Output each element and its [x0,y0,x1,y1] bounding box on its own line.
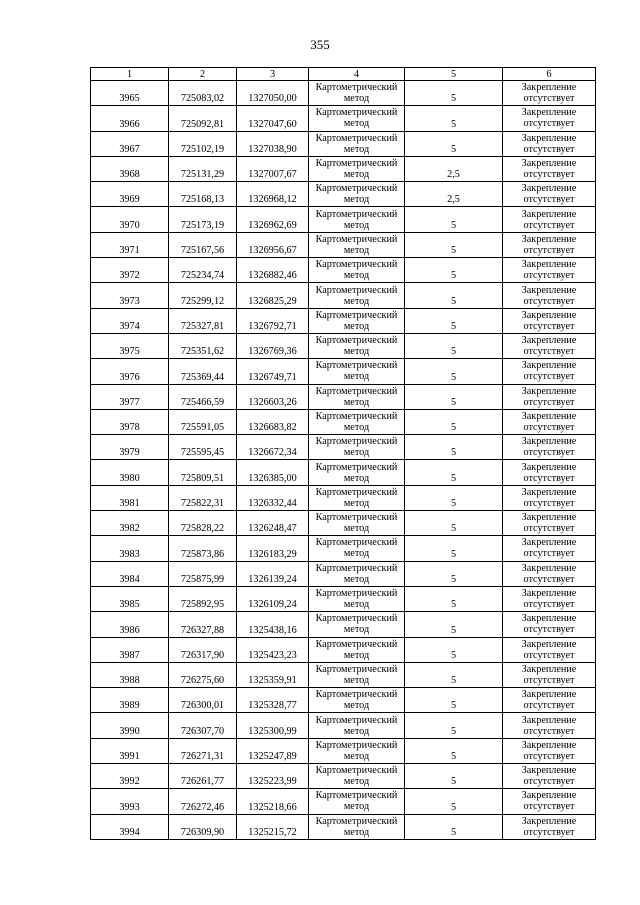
fixing-cell: Закрепление отсутствует [503,586,596,611]
point-number-cell: 3969 [91,182,169,207]
method-cell: Картометрический метод [309,586,405,611]
header-row [91,68,596,81]
method-cell: Картометрический метод [309,308,405,333]
table-row [91,156,596,181]
fixing-cell: Закрепление отсутствует [503,713,596,738]
accuracy-cell: 2,5 [405,156,503,181]
fixing-cell: Закрепление отсутствует [503,207,596,232]
x-coordinate-cell: 725083,02 [169,81,237,106]
x-coordinate-cell: 725167,56 [169,232,237,257]
table-row [91,207,596,232]
fixing-cell: Закрепление отсутствует [503,511,596,536]
accuracy-cell: 5 [405,688,503,713]
point-number-cell: 3984 [91,561,169,586]
x-coordinate-cell: 725873,86 [169,536,237,561]
coordinates-table [90,67,596,840]
table-row [91,460,596,485]
method-cell: Картометрический метод [309,764,405,789]
method-cell: Картометрический метод [309,637,405,662]
y-coordinate-cell: 1325223,99 [237,764,309,789]
method-cell: Картометрический метод [309,713,405,738]
accuracy-cell: 5 [405,561,503,586]
accuracy-cell: 5 [405,283,503,308]
column-header-1: 1 [91,68,169,81]
point-number-cell: 3987 [91,637,169,662]
fixing-cell: Закрепление отсутствует [503,283,596,308]
table-row [91,713,596,738]
method-cell: Картометрический метод [309,460,405,485]
y-coordinate-cell: 1325247,89 [237,738,309,763]
fixing-cell: Закрепление отсутствует [503,384,596,409]
fixing-cell: Закрепление отсутствует [503,232,596,257]
fixing-cell: Закрепление отсутствует [503,156,596,181]
y-coordinate-cell: 1326956,67 [237,232,309,257]
point-number-cell: 3992 [91,764,169,789]
y-coordinate-cell: 1325423,23 [237,637,309,662]
column-header-2: 2 [169,68,237,81]
point-number-cell: 3980 [91,460,169,485]
table-row [91,359,596,384]
point-number-cell: 3975 [91,333,169,358]
fixing-cell: Закрепление отсутствует [503,106,596,131]
fixing-cell: Закрепление отсутствует [503,182,596,207]
accuracy-cell: 5 [405,232,503,257]
y-coordinate-cell: 1327050,00 [237,81,309,106]
method-cell: Картометрический метод [309,81,405,106]
y-coordinate-cell: 1325438,16 [237,612,309,637]
method-cell: Картометрический метод [309,612,405,637]
x-coordinate-cell: 726275,60 [169,662,237,687]
fixing-cell: Закрепление отсутствует [503,637,596,662]
accuracy-cell: 5 [405,258,503,283]
point-number-cell: 3985 [91,586,169,611]
y-coordinate-cell: 1325215,72 [237,814,309,839]
method-cell: Картометрический метод [309,511,405,536]
y-coordinate-cell: 1327047,60 [237,106,309,131]
accuracy-cell: 5 [405,384,503,409]
table-row [91,384,596,409]
y-coordinate-cell: 1327007,67 [237,156,309,181]
x-coordinate-cell: 725299,12 [169,283,237,308]
fixing-cell: Закрепление отсутствует [503,764,596,789]
fixing-cell: Закрепление отсутствует [503,81,596,106]
method-cell: Картометрический метод [309,738,405,763]
x-coordinate-cell: 726327,88 [169,612,237,637]
x-coordinate-cell: 725466,59 [169,384,237,409]
x-coordinate-cell: 725351,62 [169,333,237,358]
method-cell: Картометрический метод [309,207,405,232]
method-cell: Картометрический метод [309,283,405,308]
column-header-4: 4 [309,68,405,81]
x-coordinate-cell: 725327,81 [169,308,237,333]
x-coordinate-cell: 725822,31 [169,485,237,510]
point-number-cell: 3989 [91,688,169,713]
accuracy-cell: 5 [405,106,503,131]
y-coordinate-cell: 1326749,71 [237,359,309,384]
accuracy-cell: 5 [405,662,503,687]
x-coordinate-cell: 725234,74 [169,258,237,283]
y-coordinate-cell: 1326139,24 [237,561,309,586]
point-number-cell: 3967 [91,131,169,156]
x-coordinate-cell: 725828,22 [169,511,237,536]
accuracy-cell: 5 [405,409,503,434]
fixing-cell: Закрепление отсутствует [503,688,596,713]
y-coordinate-cell: 1325218,66 [237,789,309,814]
table-row [91,283,596,308]
x-coordinate-cell: 725369,44 [169,359,237,384]
fixing-cell: Закрепление отсутствует [503,409,596,434]
method-cell: Картометрический метод [309,156,405,181]
point-number-cell: 3977 [91,384,169,409]
fixing-cell: Закрепление отсутствует [503,561,596,586]
accuracy-cell: 5 [405,511,503,536]
accuracy-cell: 5 [405,333,503,358]
method-cell: Картометрический метод [309,435,405,460]
method-cell: Картометрический метод [309,258,405,283]
accuracy-cell: 5 [405,207,503,232]
method-cell: Картометрический метод [309,789,405,814]
table-header [91,68,596,81]
accuracy-cell: 5 [405,435,503,460]
x-coordinate-cell: 725102,19 [169,131,237,156]
point-number-cell: 3970 [91,207,169,232]
y-coordinate-cell: 1326672,34 [237,435,309,460]
table-row [91,814,596,839]
table-row [91,258,596,283]
table-row [91,738,596,763]
x-coordinate-cell: 725809,51 [169,460,237,485]
method-cell: Картометрический метод [309,688,405,713]
point-number-cell: 3978 [91,409,169,434]
table-row [91,637,596,662]
table-row [91,106,596,131]
fixing-cell: Закрепление отсутствует [503,359,596,384]
method-cell: Картометрический метод [309,232,405,257]
point-number-cell: 3968 [91,156,169,181]
point-number-cell: 3972 [91,258,169,283]
method-cell: Картометрический метод [309,814,405,839]
y-coordinate-cell: 1325328,77 [237,688,309,713]
y-coordinate-cell: 1326882,46 [237,258,309,283]
column-header-5: 5 [405,68,503,81]
x-coordinate-cell: 725168,13 [169,182,237,207]
point-number-cell: 3965 [91,81,169,106]
table-row [91,308,596,333]
column-header-3: 3 [237,68,309,81]
method-cell: Картометрический метод [309,485,405,510]
table-row [91,586,596,611]
accuracy-cell: 5 [405,308,503,333]
table-row [91,561,596,586]
table-row [91,536,596,561]
x-coordinate-cell: 726261,77 [169,764,237,789]
fixing-cell: Закрепление отсутствует [503,435,596,460]
table-row [91,764,596,789]
accuracy-cell: 5 [405,131,503,156]
method-cell: Картометрический метод [309,106,405,131]
accuracy-cell: 5 [405,713,503,738]
accuracy-cell: 5 [405,81,503,106]
point-number-cell: 3983 [91,536,169,561]
y-coordinate-cell: 1326183,29 [237,536,309,561]
method-cell: Картометрический метод [309,409,405,434]
x-coordinate-cell: 725092,81 [169,106,237,131]
accuracy-cell: 5 [405,460,503,485]
y-coordinate-cell: 1325359,91 [237,662,309,687]
table-row [91,435,596,460]
fixing-cell: Закрепление отсутствует [503,131,596,156]
fixing-cell: Закрепление отсутствует [503,485,596,510]
table-row [91,409,596,434]
method-cell: Картометрический метод [309,131,405,156]
accuracy-cell: 5 [405,612,503,637]
method-cell: Картометрический метод [309,182,405,207]
table-row [91,789,596,814]
fixing-cell: Закрепление отсутствует [503,308,596,333]
y-coordinate-cell: 1326825,29 [237,283,309,308]
y-coordinate-cell: 1325300,99 [237,713,309,738]
table-row [91,485,596,510]
fixing-cell: Закрепление отсутствует [503,814,596,839]
accuracy-cell: 5 [405,637,503,662]
y-coordinate-cell: 1326603,26 [237,384,309,409]
x-coordinate-cell: 725595,45 [169,435,237,460]
x-coordinate-cell: 726300,01 [169,688,237,713]
x-coordinate-cell: 725892,95 [169,586,237,611]
fixing-cell: Закрепление отсутствует [503,789,596,814]
accuracy-cell: 5 [405,738,503,763]
point-number-cell: 3991 [91,738,169,763]
table-row [91,232,596,257]
table-row [91,688,596,713]
fixing-cell: Закрепление отсутствует [503,460,596,485]
point-number-cell: 3994 [91,814,169,839]
y-coordinate-cell: 1326385,00 [237,460,309,485]
fixing-cell: Закрепление отсутствует [503,612,596,637]
point-number-cell: 3988 [91,662,169,687]
x-coordinate-cell: 726309,90 [169,814,237,839]
fixing-cell: Закрепление отсутствует [503,536,596,561]
y-coordinate-cell: 1326968,12 [237,182,309,207]
table-row [91,511,596,536]
table-row [91,333,596,358]
accuracy-cell: 5 [405,764,503,789]
method-cell: Картометрический метод [309,333,405,358]
accuracy-cell: 5 [405,789,503,814]
x-coordinate-cell: 726272,46 [169,789,237,814]
y-coordinate-cell: 1326248,47 [237,511,309,536]
x-coordinate-cell: 725173,19 [169,207,237,232]
table-row [91,182,596,207]
accuracy-cell: 2,5 [405,182,503,207]
x-coordinate-cell: 725591,05 [169,409,237,434]
fixing-cell: Закрепление отсутствует [503,258,596,283]
method-cell: Картометрический метод [309,662,405,687]
x-coordinate-cell: 726307,70 [169,713,237,738]
point-number-cell: 3973 [91,283,169,308]
fixing-cell: Закрепление отсутствует [503,333,596,358]
table-body [91,81,596,840]
y-coordinate-cell: 1326792,71 [237,308,309,333]
x-coordinate-cell: 726317,90 [169,637,237,662]
point-number-cell: 3974 [91,308,169,333]
fixing-cell: Закрепление отсутствует [503,738,596,763]
y-coordinate-cell: 1327038,90 [237,131,309,156]
accuracy-cell: 5 [405,536,503,561]
table-row [91,612,596,637]
y-coordinate-cell: 1326109,24 [237,586,309,611]
column-header-6: 6 [503,68,596,81]
point-number-cell: 3993 [91,789,169,814]
point-number-cell: 3986 [91,612,169,637]
fixing-cell: Закрепление отсутствует [503,662,596,687]
accuracy-cell: 5 [405,586,503,611]
y-coordinate-cell: 1326769,36 [237,333,309,358]
accuracy-cell: 5 [405,359,503,384]
page-number: 355 [310,37,330,52]
table-row [91,81,596,106]
table-row [91,662,596,687]
x-coordinate-cell: 725131,29 [169,156,237,181]
x-coordinate-cell: 725875,99 [169,561,237,586]
table-row [91,131,596,156]
y-coordinate-cell: 1326332,44 [237,485,309,510]
accuracy-cell: 5 [405,814,503,839]
point-number-cell: 3990 [91,713,169,738]
method-cell: Картометрический метод [309,561,405,586]
point-number-cell: 3966 [91,106,169,131]
point-number-cell: 3979 [91,435,169,460]
y-coordinate-cell: 1326683,82 [237,409,309,434]
x-coordinate-cell: 726271,31 [169,738,237,763]
point-number-cell: 3982 [91,511,169,536]
y-coordinate-cell: 1326962,69 [237,207,309,232]
point-number-cell: 3971 [91,232,169,257]
point-number-cell: 3981 [91,485,169,510]
method-cell: Картометрический метод [309,359,405,384]
point-number-cell: 3976 [91,359,169,384]
method-cell: Картометрический метод [309,536,405,561]
accuracy-cell: 5 [405,485,503,510]
method-cell: Картометрический метод [309,384,405,409]
